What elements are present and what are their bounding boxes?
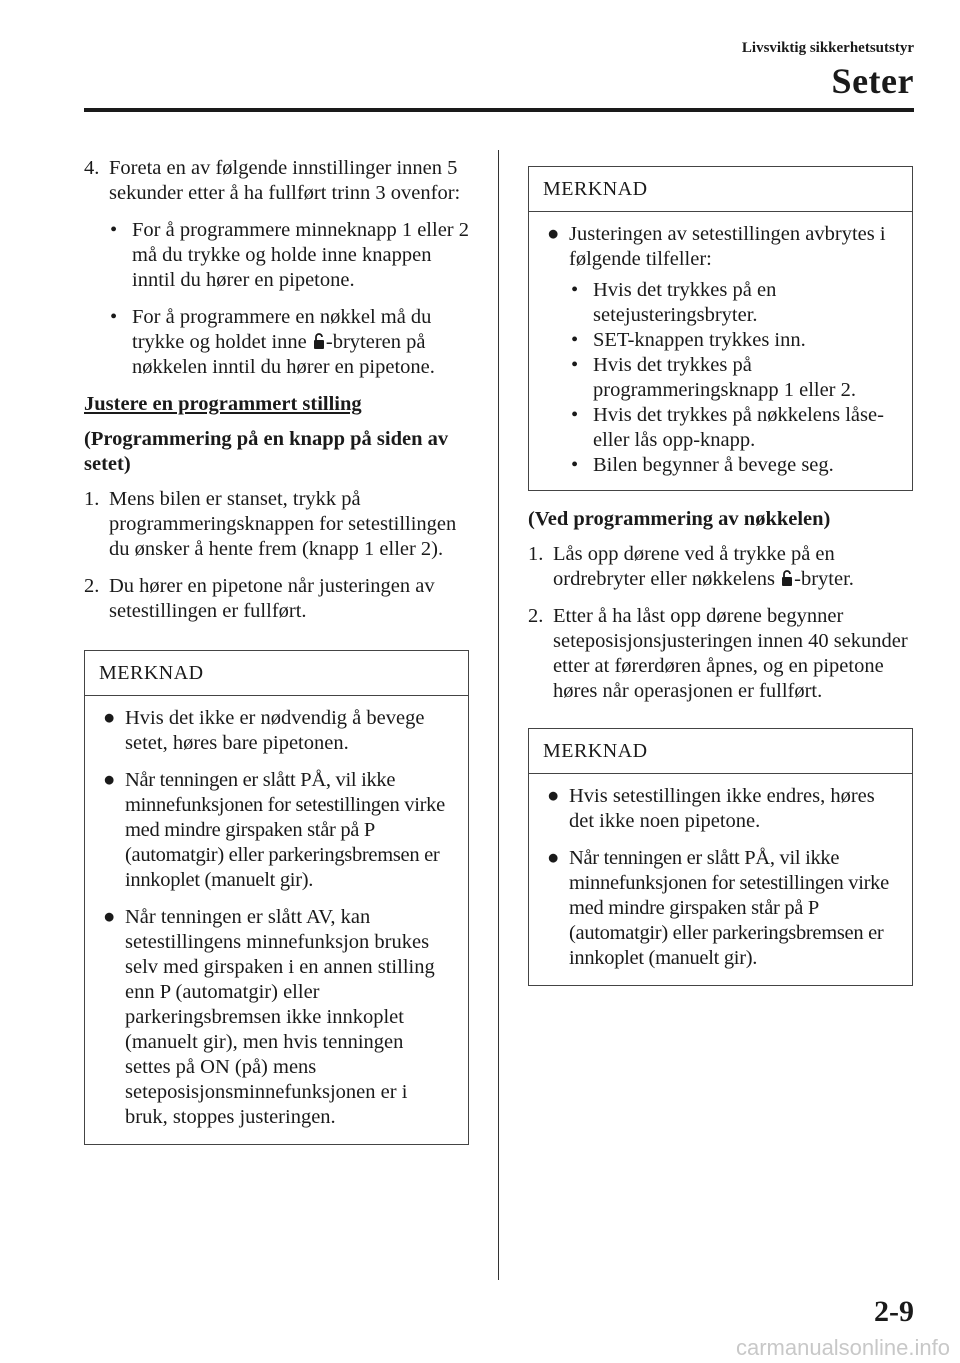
note-text: Hvis det ikke er nødvendig å bevege setet, høres bare pipetonen. (125, 707, 425, 754)
step-text: Du hører en pipetone når justeringen av setestillingen er fullført. (109, 575, 435, 622)
note-box (528, 166, 913, 491)
bullet-text: For å programmere minneknapp 1 eller 2 må du trykke og holde inne knappen inntil du hører en pipetone. (132, 219, 469, 291)
section-heading: Justere en programmert stilling (84, 393, 362, 415)
list-item-key (108, 305, 469, 380)
section-header: Livsviktig sikkerhetsutstyr (741, 40, 914, 56)
step-1 (528, 542, 913, 592)
note-box (528, 728, 913, 986)
step-text: Etter å ha låst opp dørene begynner seteposisjonsjusteringen innen 40 sekunder etter at førerdøren åpnes, og en pipetone høres når operasjonen er fullført. (553, 605, 908, 702)
bullet-text-before: For å programmere en nøkkel må du trykke og holdet inne (132, 306, 432, 353)
unlock-icon (781, 569, 793, 587)
step-number: 1. (528, 543, 544, 565)
note-bullet: ● (103, 906, 116, 928)
bullet-text: Hvis det trykkes på en setejusteringsbryter. (593, 279, 777, 326)
bullet-text-after: -bryteren på nøkkelen inntil du hører en pipetone. (132, 331, 435, 378)
note-title: MERKNAD (529, 729, 912, 774)
note-text: Når tenningen er slått PÅ, vil ikke minnefunksjonen for setestillingen virke med mindre girspaken står på P (automatgir) eller parkeringsbremsen er innkoplet (manuelt gir). (125, 769, 445, 891)
step-text-before: Lås opp dørene ved å trykke på en ordrebryter eller nøkkelens (553, 543, 835, 590)
list-item (569, 403, 898, 453)
bullet: • (571, 329, 579, 351)
step-4 (84, 156, 469, 206)
note-item (99, 768, 454, 893)
note-item (543, 846, 898, 971)
step-2 (84, 574, 469, 624)
step-number: 4. (84, 157, 100, 179)
bullet-text: SET-knappen trykkes inn. (593, 329, 806, 351)
list-item (569, 453, 898, 478)
page-number: 2-9 (874, 1295, 914, 1328)
left-column (84, 156, 469, 1145)
header-rule (84, 108, 914, 112)
note-bullet: ● (547, 847, 560, 869)
note-text: Hvis setestillingen ikke endres, høres det ikke noen pipetone. (569, 785, 875, 832)
note-box (84, 650, 469, 1145)
note-item (99, 905, 454, 1130)
step-text: Mens bilen er stanset, trykk på programmeringsknappen for setestillingen du ønsker å hente frem (knapp 1 eller 2). (109, 488, 457, 560)
note-item (543, 784, 898, 834)
note-title: MERKNAD (85, 651, 468, 696)
right-column (528, 166, 913, 986)
page-title: Seter (831, 61, 914, 101)
step-number: 2. (528, 605, 544, 627)
subsection-heading: (Ved programmering av nøkkelen) (528, 508, 831, 530)
bullet: • (110, 306, 118, 328)
note-bullet: ● (547, 223, 560, 245)
bullet: • (110, 219, 118, 241)
bullet-text: Hvis det trykkes på programmeringsknapp 1 eller 2. (593, 354, 857, 401)
step-number: 1. (84, 488, 100, 510)
unlock-icon (313, 332, 325, 350)
note-sublist (543, 278, 898, 478)
note-item (99, 706, 454, 756)
bullet: • (571, 354, 579, 376)
step-2 (528, 604, 913, 704)
note-bullet: ● (547, 785, 560, 807)
note-bullet: ● (103, 769, 116, 791)
bullet: • (571, 279, 579, 301)
list-item (569, 353, 898, 403)
note-text: Når tenningen er slått AV, kan setestillingens minnefunksjon brukes selv med girspaken i en annen stilling enn P (automatgir) eller parkeringsbremsen ikke innkoplet (manuelt gir), men hvis tenningen settes på ON (på) mens seteposisjonsminnefunksjonen er i bruk, stoppes justeringen. (125, 906, 435, 1128)
column-divider (498, 150, 499, 1280)
list-item (108, 218, 469, 293)
footer-watermark: carmanualsonline.info (735, 1335, 950, 1360)
note-bullet: ● (103, 707, 116, 729)
step-text: Foreta en av følgende innstillinger innen 5 sekunder etter å ha fullført trinn 3 ovenfor: (109, 157, 461, 204)
step-text-after: -bryter. (794, 568, 854, 590)
list-item (569, 328, 898, 353)
bullet: • (571, 454, 579, 476)
subsection-heading: (Programmering på en knapp på siden av setet) (84, 428, 449, 475)
step-1 (84, 487, 469, 562)
note-text: Når tenningen er slått PÅ, vil ikke minnefunksjonen for setestillingen virke med mindre girspaken står på P (automatgir) eller parkeringsbremsen er innkoplet (manuelt gir). (569, 847, 889, 969)
note-text: Justeringen av setestillingen avbrytes i følgende tilfeller: (569, 223, 886, 270)
bullet-text: Bilen begynner å bevege seg. (593, 454, 834, 476)
step-number: 2. (84, 575, 100, 597)
bullet-text: Hvis det trykkes på nøkkelens låse- eller lås opp-knapp. (593, 404, 884, 451)
list-item (569, 278, 898, 328)
note-item (543, 222, 898, 272)
note-title: MERKNAD (529, 167, 912, 212)
bullet: • (571, 404, 579, 426)
